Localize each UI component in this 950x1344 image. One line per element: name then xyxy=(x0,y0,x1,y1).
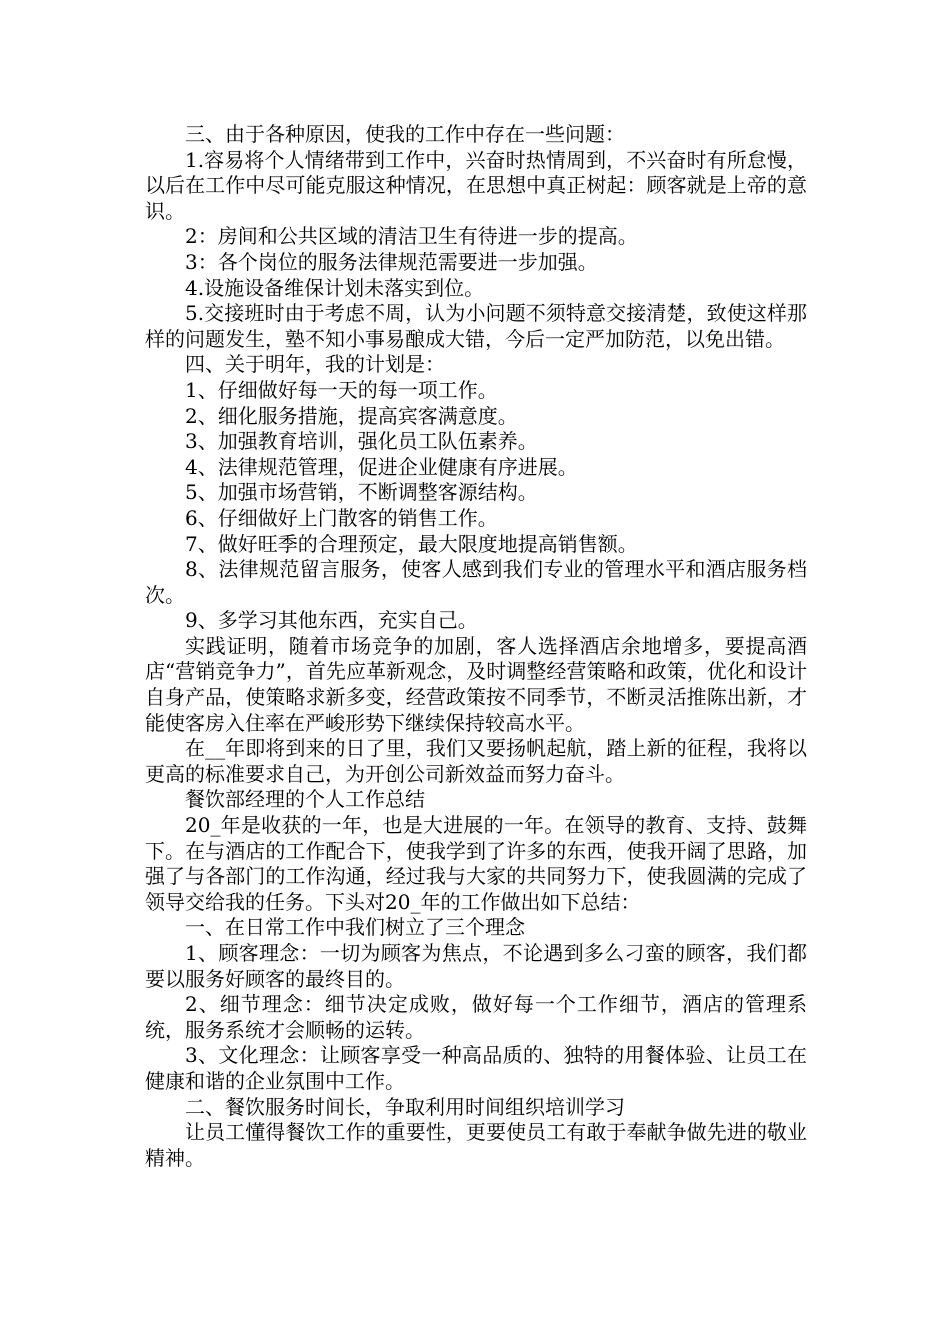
list-item: 8、法律规范留言服务，使客人感到我们专业的管理水平和酒店服务档次。 xyxy=(145,557,807,607)
paragraph: 在__年即将到来的日了里，我们又要扬帆起航，踏上新的征程，我将以更高的标准要求自己，为开创公司新效益而努力奋斗。 xyxy=(145,736,807,786)
list-item: 5、加强市场营销，不断调整客源结构。 xyxy=(185,480,538,505)
list-item: 1、顾客理念：一切为顾客为焦点，不论遇到多么刁蛮的顾客，我们都要以服务好顾客的最终目的。 xyxy=(145,941,807,991)
list-item: 6、仔细做好上门散客的销售工作。 xyxy=(185,505,498,530)
paragraph: 让员工懂得餐饮工作的重要性，更要使员工有敢于奉献争做先进的敬业精神。 xyxy=(145,1120,807,1170)
paragraph: 2：房间和公共区域的清洁卫生有待进一步的提高。 xyxy=(185,224,638,249)
paragraph: 实践证明，随着市场竞争的加剧，客人选择酒店余地增多，要提高酒店“营销竞争力”，首先应革新观念，及时调整经营策略和政策，优化和设计自身产品，使策略求新多变，经营政策按不同季节，不断灵活推陈出新，才能使客房入住率在严峻形势下继续保持较高水平。 xyxy=(145,633,807,735)
section-heading: 四、关于明年，我的计划是： xyxy=(185,352,445,377)
paragraph: 5.交接班时由于考虑不周，认为小问题不须特意交接清楚，致使这样那样的问题发生，塾不知小事易酿成大错，今后一定严加防范，以免出错。 xyxy=(145,301,807,351)
list-item: 3、加强教育培训，强化员工队伍素养。 xyxy=(185,429,538,454)
list-item: 4、法律规范管理，促进企业健康有序进展。 xyxy=(185,454,578,479)
list-item: 9、多学习其他东西，充实自己。 xyxy=(185,608,478,633)
list-item: 2、细节理念：细节决定成败，做好每一个工作细节，酒店的管理系统，服务系统才会顺畅的运转。 xyxy=(145,992,807,1042)
paragraph: 20_年是收获的一年，也是大进展的一年。在领导的教育、支持、鼓舞下。在与酒店的工作配合下，使我学到了许多的东西，使我开阔了思路，加强了与各部门的工作沟通，经过我与大家的共同努力下，使我圆满的完成了领导交给我的任务。下头对20_年的工作做出如下总结： xyxy=(145,813,807,914)
document-subtitle: 餐饮部经理的个人工作总结 xyxy=(185,787,425,812)
paragraph: 3：各个岗位的服务法律规范需要进一步加强。 xyxy=(185,249,598,274)
list-item: 2、细化服务措施，提高宾客满意度。 xyxy=(185,403,518,428)
paragraph: 三、由于各种原因，使我的工作中存在一些问题： xyxy=(185,122,625,146)
document-body xyxy=(145,122,807,1171)
list-item: 3、文化理念：让顾客享受一种高品质的、独特的用餐体验、让员工在健康和谐的企业氛围中工作。 xyxy=(145,1043,807,1093)
paragraph: 1.容易将个人情绪带到工作中，兴奋时热情周到，不兴奋时有所怠慢，以后在工作中尽可能克服这种情况，在思想中真正树起：顾客就是上帝的意识。 xyxy=(145,147,807,223)
section-heading: 二、餐饮服务时间长，争取利用时间组织培训学习 xyxy=(185,1094,625,1119)
list-item: 7、做好旺季的合理预定，最大限度地提高销售额。 xyxy=(185,531,638,556)
list-item: 1、仔细做好每一天的每一项工作。 xyxy=(185,377,498,402)
paragraph: 4.设施设备维保计划未落实到位。 xyxy=(185,275,485,300)
section-heading: 一、在日常工作中我们树立了三个理念 xyxy=(185,915,525,940)
